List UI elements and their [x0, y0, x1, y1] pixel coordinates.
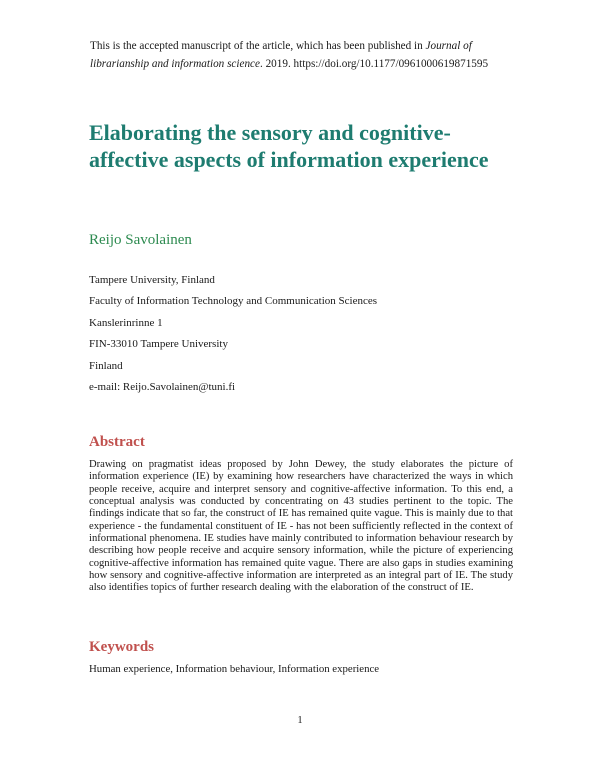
notice-prefix: This is the accepted manuscript of the article, which has been published in	[90, 40, 426, 52]
affiliation-university: Tampere University, Finland	[89, 274, 215, 286]
author-affiliation	[89, 274, 509, 402]
abstract-heading: Abstract	[89, 434, 145, 450]
affiliation-country: Finland	[89, 359, 123, 372]
abstract-text: Drawing on pragmatist ideas proposed by John Dewey, the study elaborates the picture of information experience (IE) by examining how researchers have characterized the ways in which people receive, acquire and interpret sensory and cognitive-affective information. To this end, a conceptual analysis was conducted by concentrating on 43 studies pertinent to the topic. The findings indicate that so far, the construct of IE has remained quite vague. This is mainly due to that experience - the fundamental constituent of IE - has not been sufficiently reflected in the context of informational phenomena. IE studies have mainly contributed to information behaviour research by describing how people receive and acquire sensory information, while the picture of experiencing cognitive-affective information has remained quite vague. There are also gaps in studies examining how sensory and cognitive-affective information are interpreted as an integral part of IE. The study also identifies topics of further research dealing with the elaboration of the construct of IE.	[89, 459, 513, 594]
publication-notice	[90, 37, 520, 73]
author-name: Reijo Savolainen	[89, 232, 192, 248]
notice-suffix: . 2019. https://doi.org/10.1177/0961000619871595	[259, 58, 489, 70]
affiliation-postal: FIN-33010 Tampere University	[89, 338, 228, 351]
keywords-text: Human experience, Information behaviour, Information experience	[89, 663, 380, 675]
article-title: Elaborating the sensory and cognitive-affective aspects of information experience	[89, 120, 489, 172]
journal-name: Journal of librarianship and information science	[90, 40, 472, 70]
keywords-heading: Keywords	[89, 639, 154, 655]
page-number: 1	[297, 715, 303, 726]
affiliation-email: e-mail: Reijo.Savolainen@tuni.fi	[89, 380, 236, 393]
affiliation-street: Kanslerinrinne 1	[89, 316, 163, 329]
affiliation-faculty: Faculty of Information Technology and Communication Sciences	[89, 295, 378, 308]
